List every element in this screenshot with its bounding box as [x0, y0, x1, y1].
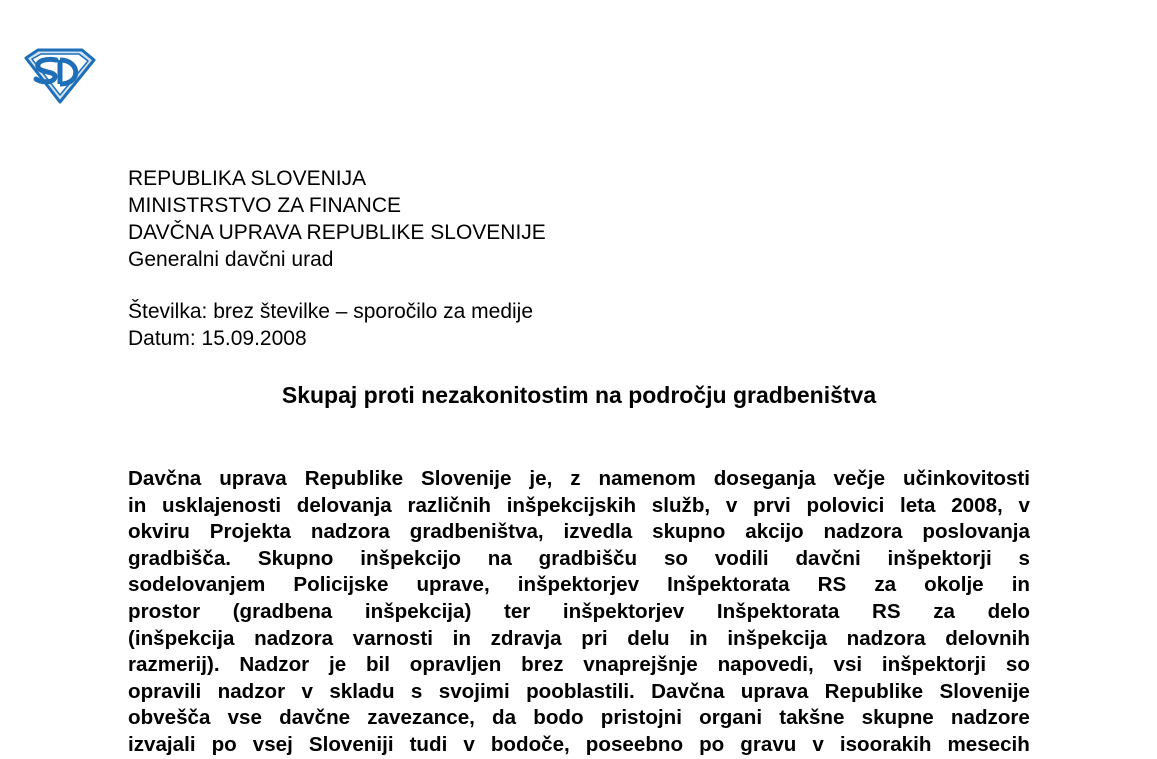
body-word: prostor	[128, 599, 201, 623]
body-word: gravu	[740, 732, 797, 756]
body-word: delu	[627, 626, 670, 650]
body-word: so	[663, 546, 688, 570]
body-line	[128, 626, 1030, 653]
letterhead-agency: DAVČNA UPRAVA REPUBLIKE SLOVENIJE	[128, 221, 546, 244]
body-word: mesecih	[947, 732, 1030, 756]
body-line	[128, 519, 1030, 546]
body-word: davčni	[795, 546, 861, 570]
body-word: Republike	[824, 679, 924, 703]
body-word: pri	[581, 626, 608, 650]
letterhead-office: Generalni davčni urad	[128, 248, 334, 271]
body-word: akcijo	[745, 520, 804, 544]
body-word: skupno	[652, 520, 726, 544]
body-word: okviru	[128, 520, 190, 544]
body-word: služb,	[651, 493, 711, 517]
body-word: gradbišču	[538, 546, 638, 570]
body-word: vodili	[714, 546, 769, 570]
body-word: skladu	[329, 679, 395, 703]
body-word: in	[689, 626, 708, 650]
letterhead	[128, 165, 546, 273]
body-word: uprave,	[416, 573, 490, 597]
body-word: Sloveniji	[308, 732, 394, 756]
body-line	[128, 572, 1030, 599]
document-number: Številka: brez številke – sporočilo za medije	[128, 300, 534, 323]
body-word: takšne	[779, 706, 845, 730]
body-word: vnaprejšnje	[583, 653, 698, 677]
body-word: organi	[699, 706, 763, 730]
body-word: nadzora	[823, 520, 903, 544]
body-word: nadzore	[950, 706, 1030, 730]
body-word: Nadzor	[239, 653, 310, 677]
body-word: sodelovanjem	[128, 573, 266, 597]
body-word: obvešča	[128, 706, 211, 730]
body-word: in	[128, 493, 147, 517]
body-line	[128, 466, 1030, 493]
body-word: namenom	[598, 467, 696, 490]
body-word: so	[1005, 653, 1030, 677]
document-title: Skupaj proti nezakonitostim na področju gradbeništva	[281, 382, 877, 408]
body-word: brez	[521, 653, 564, 677]
letterhead-ministry: MINISTRSTVO ZA FINANCE	[128, 194, 402, 217]
tax-administration-logo	[22, 48, 96, 104]
body-word: inšpektorjev	[517, 573, 640, 597]
body-word: s	[410, 679, 423, 703]
body-line	[128, 705, 1030, 732]
body-word: in	[1011, 573, 1030, 597]
body-word: Skupno	[257, 546, 334, 570]
body-word: varnosti	[352, 626, 433, 650]
body-word: uprava	[740, 679, 809, 703]
body-word: v	[812, 732, 824, 756]
body-word: isoorakih	[839, 732, 932, 756]
body-word: z	[570, 467, 581, 490]
body-word: vsej	[252, 732, 293, 756]
body-word: različnih	[407, 493, 491, 517]
body-paragraph	[128, 466, 1030, 759]
body-word: doseganja	[713, 467, 816, 490]
body-word: inšpekcija)	[364, 599, 472, 623]
body-word: Inšpektorata	[716, 599, 840, 623]
body-word: inšpektorji	[881, 653, 987, 677]
body-word: RS	[817, 573, 847, 597]
body-word: večje	[833, 467, 886, 490]
body-word: Slovenije	[421, 467, 512, 490]
body-word: v	[301, 679, 313, 703]
body-word: zdravja	[490, 626, 562, 650]
body-word: Slovenije	[939, 679, 1030, 703]
body-word: da	[492, 706, 517, 730]
body-word: učinkovitosti	[902, 467, 1030, 490]
body-word: izvajali	[128, 732, 196, 756]
body-word: Inšpektorata	[667, 573, 790, 597]
body-word: poseebno	[585, 732, 684, 756]
body-word: opravljen	[409, 653, 502, 677]
body-word: svojimi	[438, 679, 510, 703]
body-word: in	[452, 626, 471, 650]
body-word: nadzora	[254, 626, 334, 650]
body-line	[128, 732, 1030, 759]
body-word: gradbišča.	[128, 546, 232, 570]
body-word: vse	[227, 706, 262, 730]
body-word: zavezance,	[367, 706, 475, 730]
body-word: za	[933, 599, 955, 623]
body-word: razmerij).	[128, 653, 220, 677]
body-word: Republike	[304, 467, 404, 490]
body-word: je	[328, 653, 347, 677]
body-word: ter	[503, 599, 531, 623]
body-line	[128, 652, 1030, 679]
body-word: Davčna	[128, 467, 202, 490]
body-word: gradbeništva,	[409, 520, 544, 544]
document-meta	[128, 298, 533, 352]
body-word: delovanja	[296, 493, 392, 517]
body-word: izvedla	[563, 520, 633, 544]
body-word: okolje	[924, 573, 984, 597]
body-word: poslovanja	[922, 520, 1030, 544]
body-word: bodoče,	[490, 732, 570, 756]
body-word: bil	[365, 653, 390, 677]
body-word: inšpektorji	[887, 546, 992, 570]
body-word: polovici	[806, 493, 885, 517]
body-word: uprava	[219, 467, 287, 490]
body-word: (gradbena	[232, 599, 333, 623]
body-word: pristojni	[600, 706, 682, 730]
body-word: skupne	[861, 706, 934, 730]
body-word: po	[211, 732, 237, 756]
body-word: v	[725, 493, 738, 517]
body-line	[128, 679, 1030, 706]
body-word: s	[1018, 546, 1030, 570]
body-word: delovnih	[945, 626, 1030, 650]
body-word: RS	[871, 599, 901, 623]
body-word: bodo	[533, 706, 584, 730]
body-line	[128, 493, 1030, 520]
body-word: vsi	[833, 653, 863, 677]
body-word: Davčna	[651, 679, 725, 703]
body-word: za	[874, 573, 897, 597]
body-word: v	[463, 732, 475, 756]
body-word: napovedi,	[717, 653, 814, 677]
body-word: na	[487, 546, 512, 570]
body-line	[128, 599, 1030, 626]
body-word: nadzora	[846, 626, 926, 650]
body-word: inšpekcijskih	[506, 493, 637, 517]
body-word: inšpekcija	[727, 626, 827, 650]
body-line	[128, 546, 1030, 573]
body-word: (inšpekcija	[128, 626, 235, 650]
body-word: opravili	[128, 679, 202, 703]
document-date: Datum: 15.09.2008	[128, 327, 307, 350]
body-word: nadzora	[310, 520, 390, 544]
body-word: Policijske	[293, 573, 389, 597]
body-word: tudi	[409, 732, 448, 756]
body-word: pooblastili.	[526, 679, 635, 703]
body-word: je,	[529, 467, 553, 490]
body-word: leta	[900, 493, 936, 517]
body-word: v	[1018, 493, 1030, 517]
body-word: nadzor	[217, 679, 286, 703]
body-word: davčne	[279, 706, 351, 730]
body-word: po	[699, 732, 725, 756]
body-word: inšpekcijo	[360, 546, 461, 570]
body-word: usklajenosti	[162, 493, 282, 517]
body-word: prvi	[753, 493, 791, 517]
body-word: delo	[987, 599, 1030, 623]
letterhead-country: REPUBLIKA SLOVENIJA	[128, 167, 367, 190]
body-word: inšpektorjev	[562, 599, 685, 623]
body-word: Projekta	[209, 520, 291, 544]
body-word: 2008,	[951, 493, 1003, 517]
